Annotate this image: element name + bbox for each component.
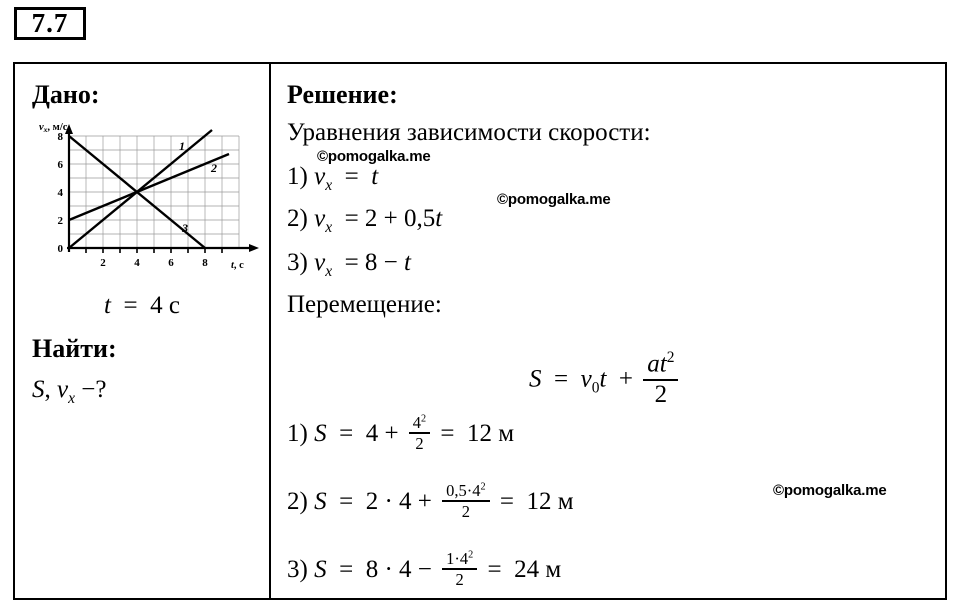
ytick-label-4: 4 [57, 187, 63, 199]
displacement-result-1-first-term: 4 [365, 420, 379, 448]
velocity-equation-1-lhs-subscript: x [325, 177, 333, 194]
xtick-label-6: 6 [168, 257, 174, 269]
displacement-result-3-fraction [442, 550, 477, 589]
displacement-result-2-operator: + [417, 488, 432, 516]
watermark-3: ©pomogalka.me [773, 482, 887, 499]
displacement-subheading: Перемещение: [287, 291, 442, 318]
velocity-equation-2 [287, 206, 442, 236]
displacement-result-3-denominator: 2 [455, 570, 464, 590]
xtick-label-2: 2 [100, 257, 106, 269]
displacement-result-1-value: 12 [467, 420, 493, 448]
displacement-result-3-lhs: S [314, 556, 327, 584]
velocity-equations-subheading: Уравнения зависимости скорости: [287, 119, 651, 146]
ytick-label-8: 8 [57, 131, 63, 143]
displacement-result-3-equals: = [332, 556, 360, 584]
velocity-equation-1-equals: = [338, 163, 365, 190]
ytick-label-0: 0 [57, 243, 63, 255]
find-question: −? [75, 376, 107, 403]
displacement-result-2-equals: = [332, 488, 360, 516]
displacement-result-2-numerator: $0,5\cdot 4^2$ [442, 482, 489, 502]
solution-column [271, 64, 945, 598]
ytick-label-2: 2 [57, 215, 63, 227]
formula-fraction-numerator: $at^2$ [643, 350, 678, 381]
velocity-equation-3-index: 3) [287, 249, 308, 276]
formula-fraction [643, 350, 678, 408]
displacement-result-2-index: 2) [287, 488, 308, 516]
velocity-equation-1-rhs: t [371, 163, 379, 190]
watermark-1: ©pomogalka.me [317, 148, 431, 165]
velocity-equation-3-lhs-subscript: x [325, 263, 333, 280]
find-comma: , [44, 376, 57, 403]
displacement-result-2 [287, 481, 574, 523]
displacement-result-1-index: 1) [287, 420, 308, 448]
displacement-result-1-operator: + [384, 420, 399, 448]
displacement-result-2-unit: м [557, 488, 574, 516]
find-symbol-v: v [57, 376, 69, 403]
displacement-result-3-index: 3) [287, 556, 308, 584]
velocity-equation-3-rhs-var: t [404, 249, 411, 276]
watermark-2: ©pomogalka.me [497, 191, 611, 208]
given-value [15, 292, 269, 320]
chart-series-label-1: 1 [179, 139, 185, 153]
displacement-result-1-equals2: = [440, 420, 461, 448]
velocity-equation-2-equals: = 2 + 0,5 [338, 205, 436, 232]
chart-gridlines [69, 136, 239, 248]
displacement-result-2-value: 12 [526, 488, 552, 516]
find-symbol-v-subscript: x [68, 390, 75, 407]
displacement-result-1-equals: = [332, 420, 360, 448]
velocity-time-chart [31, 116, 259, 276]
x-axis-title: t, с [231, 260, 244, 271]
given-number: 4 [150, 292, 163, 319]
chart-series-label-2: 2 [211, 161, 217, 175]
displacement-result-2-denominator: 2 [461, 502, 470, 522]
displacement-result-1-denominator: 2 [415, 434, 424, 454]
formula-fraction-denominator: 2 [654, 380, 668, 408]
chart-line-1 [69, 130, 212, 248]
velocity-equation-3-equals: = 8 − [338, 249, 405, 276]
displacement-result-3-value: 24 [514, 556, 540, 584]
displacement-result-1 [287, 413, 515, 455]
xtick-label-8: 8 [202, 257, 208, 269]
chart-series-label-3: 3 [182, 221, 188, 235]
velocity-equation-2-index: 2) [287, 205, 308, 232]
find-heading: Найти: [32, 334, 117, 363]
velocity-equation-1 [287, 164, 378, 194]
solution-frame [13, 62, 947, 600]
ytick-label-6: 6 [57, 159, 63, 171]
displacement-result-3-first-term: 8 · 4 [365, 556, 412, 584]
displacement-result-1-fraction [409, 414, 430, 453]
velocity-equation-1-index: 1) [287, 163, 308, 190]
displacement-result-1-unit: м [498, 420, 515, 448]
given-symbol: t [104, 292, 111, 319]
given-unit: с [168, 292, 180, 319]
find-symbol-s: S [32, 376, 45, 403]
formula-equals: = [547, 365, 575, 393]
x-axis-arrow [249, 244, 259, 252]
formula-v0: v [580, 365, 592, 393]
displacement-result-3-numerator: $1\cdot 4^2$ [442, 550, 477, 570]
formula-operator: + [612, 365, 634, 393]
displacement-result-2-fraction [442, 482, 489, 521]
displacement-result-3 [287, 549, 562, 591]
xtick-label-4: 4 [134, 257, 140, 269]
given-equals: = [117, 292, 144, 319]
displacement-result-2-equals2: = [499, 488, 521, 516]
task-number-badge [14, 7, 86, 40]
displacement-result-1-lhs: S [314, 420, 327, 448]
formula-t: t [599, 365, 607, 393]
chart-svg [31, 116, 259, 276]
velocity-equation-3-lhs: v [314, 249, 326, 276]
velocity-equation-2-rhs-var: t [435, 205, 443, 232]
solution-heading: Решение: [287, 80, 398, 109]
velocity-equation-1-lhs: v [314, 163, 326, 190]
formula-lhs: S [529, 365, 542, 393]
displacement-main-formula [529, 349, 682, 410]
displacement-result-3-unit: м [545, 556, 562, 584]
velocity-equation-3 [287, 250, 411, 280]
find-value [32, 376, 106, 408]
displacement-result-2-lhs: S [314, 488, 327, 516]
y-axis-title: vx, м/с [39, 122, 68, 134]
displacement-result-2-first-term: 2 · 4 [365, 488, 412, 516]
displacement-result-3-operator: − [417, 556, 432, 584]
given-heading: Дано: [32, 80, 100, 109]
displacement-result-1-numerator: $4^2$ [409, 414, 430, 434]
given-column [15, 64, 269, 598]
formula-v0-subscript: 0 [591, 379, 600, 397]
velocity-equation-2-lhs-subscript: x [325, 219, 333, 236]
task-number-label: 7.7 [31, 8, 69, 38]
displacement-result-3-equals2: = [487, 556, 508, 584]
velocity-equation-2-lhs: v [314, 205, 326, 232]
